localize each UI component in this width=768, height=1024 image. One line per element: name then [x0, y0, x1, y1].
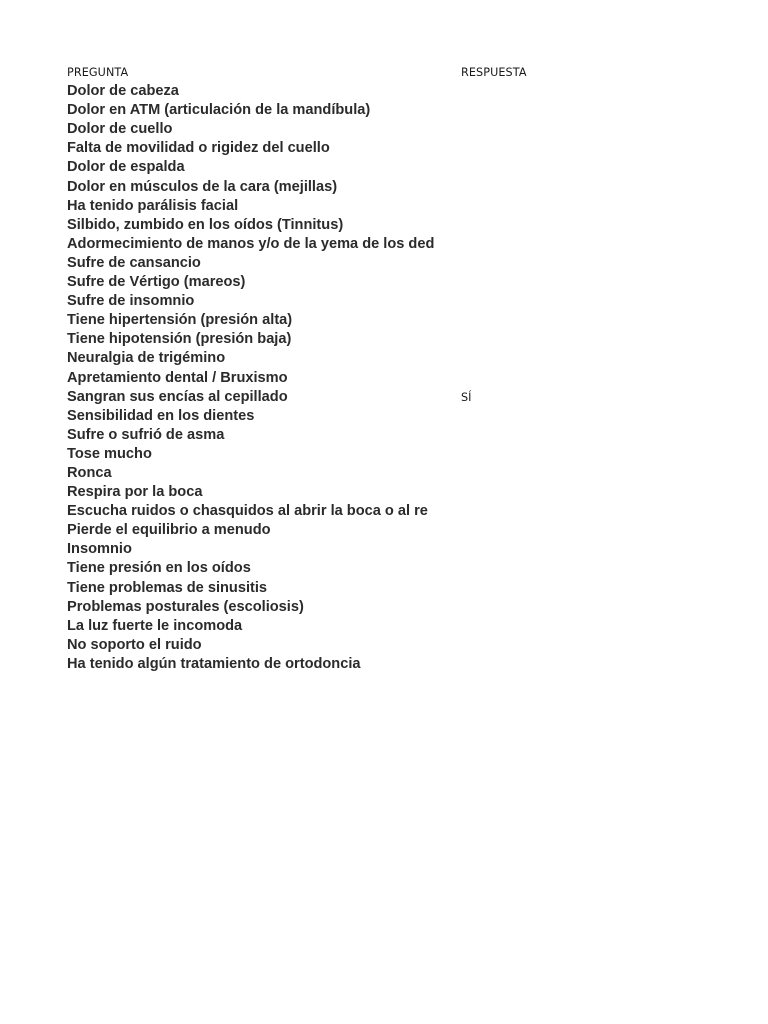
table-row — [67, 578, 707, 597]
table-row — [67, 502, 707, 521]
table-row — [67, 197, 707, 216]
question-cell: Sufre de Vértigo (mareos) — [67, 274, 246, 291]
question-cell: Sufre de cansancio — [67, 254, 201, 271]
table-row — [67, 388, 707, 407]
answer-cell: SÍ — [461, 390, 472, 404]
table-row — [67, 655, 707, 674]
table-row — [67, 330, 707, 349]
question-cell: Sangran sus encías al cepillado — [67, 388, 288, 405]
table-row — [67, 254, 707, 273]
question-cell: La luz fuerte le incomoda — [67, 617, 243, 634]
question-cell: Falta de movilidad o rigidez del cuello — [67, 140, 330, 157]
table-row — [67, 292, 707, 311]
question-cell: Tiene problemas de sinusitis — [67, 579, 268, 596]
table-row — [67, 559, 707, 578]
table-row — [67, 273, 707, 292]
question-cell: Tiene presión en los oídos — [67, 560, 251, 577]
table-row — [67, 617, 707, 636]
table-row — [67, 483, 707, 502]
table-body — [67, 82, 707, 674]
question-cell: Tiene hipertensión (presión alta) — [67, 312, 293, 329]
question-cell: Ha tenido algún tratamiento de ortodoncia — [67, 655, 361, 672]
question-cell: Ha tenido parálisis facial — [67, 197, 239, 214]
question-cell: Insomnio — [67, 541, 132, 558]
question-cell: Tiene hipotensión (presión baja) — [67, 331, 292, 348]
table-row — [67, 464, 707, 483]
question-cell: No soporto el ruido — [67, 636, 202, 653]
question-cell: Sufre o sufrió de asma — [67, 426, 225, 443]
question-cell: Apretamiento dental / Bruxismo — [67, 369, 288, 386]
table-row — [67, 521, 707, 540]
question-cell: Dolor de espalda — [67, 159, 185, 176]
table-row — [67, 216, 707, 235]
table-row — [67, 598, 707, 617]
table-row — [67, 177, 707, 196]
table-row — [67, 426, 707, 445]
question-cell: Dolor de cabeza — [67, 83, 179, 100]
table-row — [67, 407, 707, 426]
table-row — [67, 158, 707, 177]
question-cell: Escucha ruidos o chasquidos al abrir la boca o al re — [67, 503, 428, 520]
table-row — [67, 349, 707, 368]
table-row — [67, 82, 707, 101]
answer-column-header: RESPUESTA — [461, 66, 527, 79]
table-row — [67, 540, 707, 559]
table-row — [67, 235, 707, 254]
question-cell: Problemas posturales (escoliosis) — [67, 598, 304, 615]
question-cell: Silbido, zumbido en los oídos (Tinnitus) — [67, 216, 344, 233]
table-row — [67, 120, 707, 139]
table-row — [67, 101, 707, 120]
question-cell: Adormecimiento de manos y/o de la yema de los ded — [67, 235, 435, 252]
questionnaire-table — [67, 64, 707, 674]
table-header-row — [67, 64, 707, 82]
question-cell: Tose mucho — [67, 445, 152, 462]
question-cell: Pierde el equilibrio a menudo — [67, 522, 271, 539]
question-cell: Sensibilidad en los dientes — [67, 407, 255, 424]
table-row — [67, 445, 707, 464]
question-column-header: PREGUNTA — [67, 66, 129, 79]
question-cell: Neuralgia de trigémino — [67, 350, 226, 367]
table-row — [67, 636, 707, 655]
question-cell: Dolor en músculos de la cara (mejillas) — [67, 178, 338, 195]
question-cell: Sufre de insomnio — [67, 293, 195, 310]
question-cell: Ronca — [67, 464, 112, 481]
table-row — [67, 368, 707, 387]
table-row — [67, 311, 707, 330]
question-cell: Dolor de cuello — [67, 121, 173, 138]
question-cell: Respira por la boca — [67, 484, 203, 501]
table-row — [67, 139, 707, 158]
question-cell: Dolor en ATM (articulación de la mandíbula) — [67, 102, 371, 119]
